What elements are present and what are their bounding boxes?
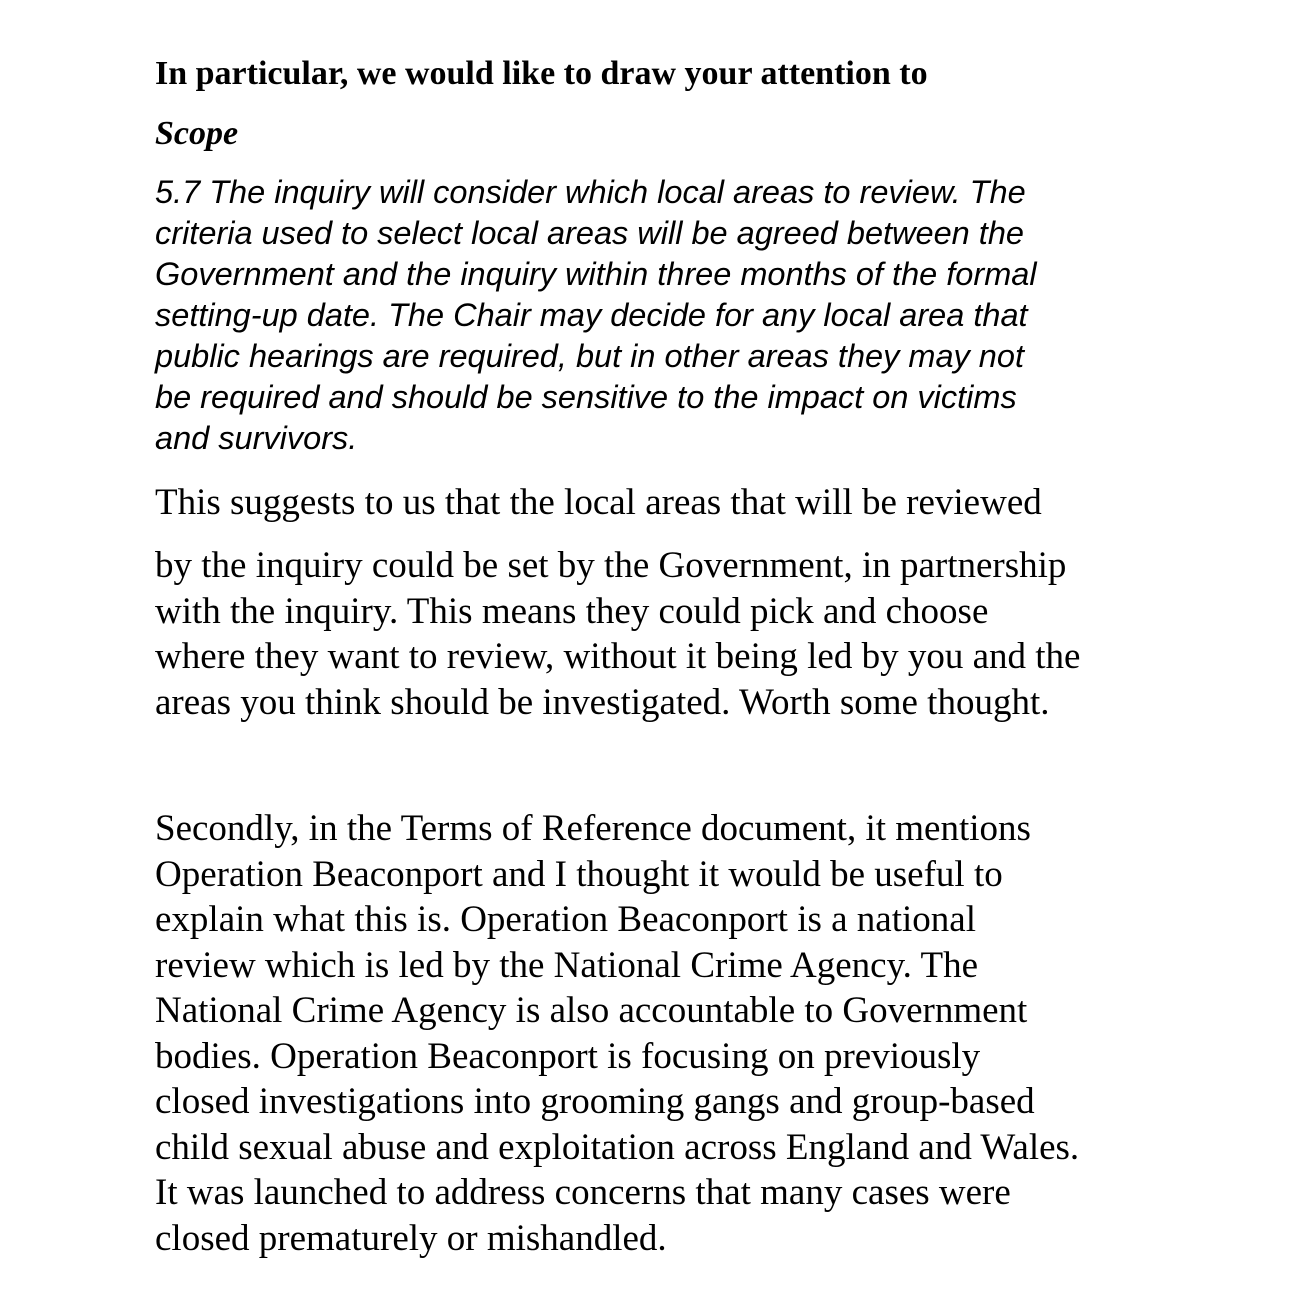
- quote-line: and survivors.: [155, 420, 358, 456]
- paragraph-line: by the inquiry could be set by the Government, in partnership: [155, 545, 1067, 586]
- quote-line: setting-up date. The Chair may decide for any local area that: [155, 297, 1028, 333]
- paragraph-line: explain what this is. Operation Beaconport is a national: [155, 899, 976, 940]
- paragraph-line: Operation Beaconport and I thought it would be useful to: [155, 853, 1003, 895]
- paragraph-line: review which is led by the National Crime Agency. The: [155, 944, 979, 986]
- paragraph-line: with the inquiry. This means they could pick and choose: [155, 590, 989, 632]
- paragraph-line: National Crime Agency is also accountable to Government: [155, 990, 1028, 1031]
- paragraph-line: areas you think should be investigated. Worth some thought.: [155, 681, 1050, 723]
- quoted-clause: [155, 172, 1155, 459]
- paragraph-line: bodies. Operation Beaconport is focusing on previously: [155, 1035, 981, 1077]
- quote-line: 5.7 The inquiry will consider which local areas to review. The: [155, 174, 1026, 210]
- paragraph-1-intro: This suggests to us that the local areas that will be reviewed: [155, 482, 1042, 523]
- paragraph-line: closed prematurely or mishandled.: [155, 1217, 667, 1259]
- paragraph-line: child sexual abuse and exploitation across England and Wales.: [155, 1126, 1080, 1168]
- paragraph-line: Secondly, in the Terms of Reference document, it mentions: [155, 808, 1031, 849]
- quote-line: Government and the inquiry within three months of the formal: [155, 256, 1037, 292]
- paragraph-1: [155, 543, 1155, 725]
- scope-title: Scope: [155, 115, 239, 152]
- section-heading: In particular, we would like to draw your attention to: [155, 55, 928, 92]
- paragraph-line: closed investigations into grooming gangs and group-based: [155, 1081, 1035, 1122]
- paragraph-line: where they want to review, without it being led by you and the: [155, 636, 1081, 677]
- paragraph-line: It was launched to address concerns that many cases were: [155, 1172, 1011, 1213]
- quote-line: public hearings are required, but in other areas they may not: [155, 338, 1024, 374]
- quote-line: be required and should be sensitive to the impact on victims: [155, 379, 1017, 415]
- quote-line: criteria used to select local areas will be agreed between the: [155, 215, 1024, 251]
- paragraph-2: [155, 806, 1155, 1261]
